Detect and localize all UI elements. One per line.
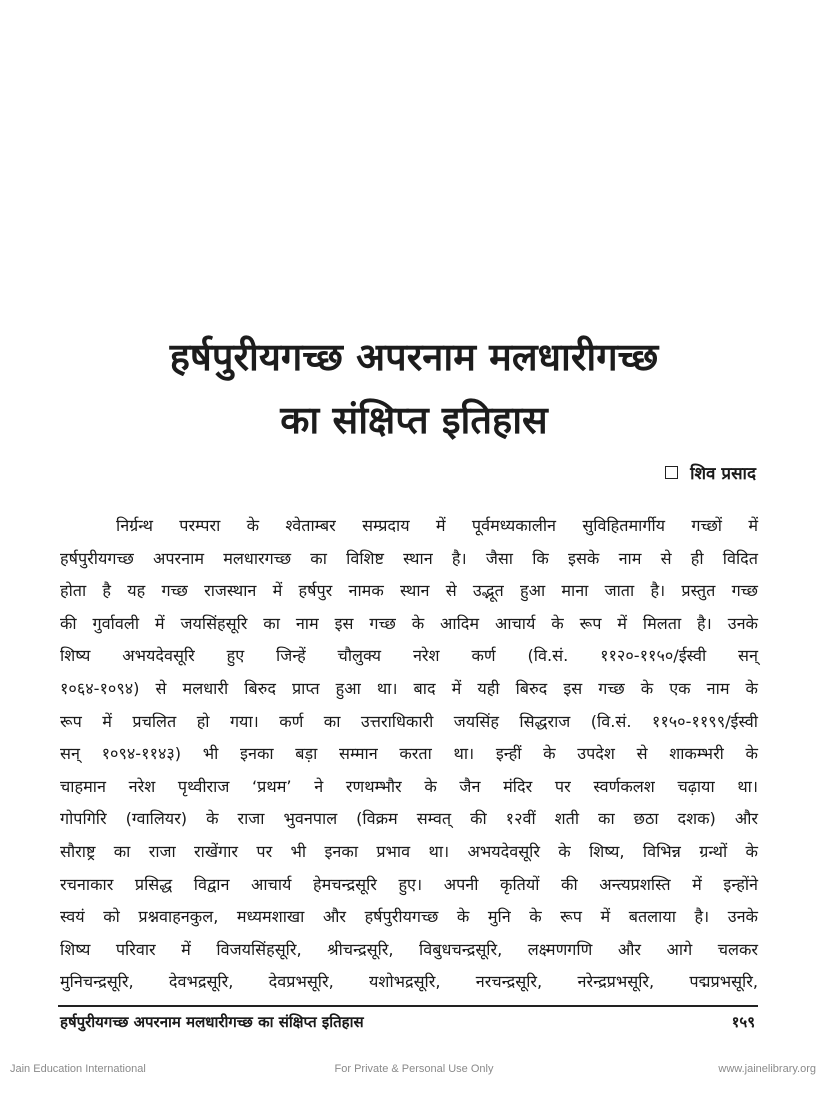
body-paragraph — [60, 510, 758, 999]
text-line: मुनिचन्द्रसूरि, देवभद्रसूरि, देवप्रभसूरि, यशोभद्रसूरि, नरचन्द्रसूरि, नरेन्द्रप्रभसूरि, पद्मप्रभसूरि, — [60, 972, 758, 992]
text-line: सन् १०९४-११४३) भी इनका बड़ा सम्मान करता था। इन्हीं के उपदेश से शाकम्भरी के — [60, 744, 758, 764]
text-line: की गुर्वावली में जयसिंहसूरि का नाम इस गच्छ के आदिम आचार्य के रूप में मिलता है। उनके — [60, 613, 758, 633]
text-line: स्वयं को प्रश्नवाहनकुल, मध्यमशाखा और हर्षपुरीयगच्छ के मुनि के रूप में बतलाया है। उनके — [60, 907, 758, 927]
footer-divider — [58, 1005, 758, 1007]
author-byline — [665, 461, 756, 484]
watermark-center: For Private & Personal Use Only — [334, 1063, 494, 1075]
watermark-left: Jain Education International — [10, 1063, 146, 1075]
square-bullet-icon — [665, 466, 678, 479]
text-line: रचनाकार प्रसिद्ध विद्वान आचार्य हेमचन्द्रसूरि हुए। अपनी कृतियों की अन्त्यप्रशस्ति में इन्होंने — [60, 874, 758, 894]
text-line: १०६४-१०९४) से मलधारी बिरुद प्राप्त हुआ था। बाद में यही बिरुद इस गच्छ के एक नाम के — [60, 678, 758, 698]
text-line: शिष्य परिवार में विजयसिंहसूरि, श्रीचन्द्रसूरि, विबुधचन्द्रसूरि, लक्ष्मणगणि और आगे चलकर — [60, 939, 758, 959]
text-line: सौराष्ट्र का राजा राखेंगार पर भी इनका प्रभाव था। अभयदेवसूरि के शिष्य, विभिन्न ग्रन्थों के — [60, 841, 758, 861]
text-line: निर्ग्रन्थ परम्परा के श्वेताम्बर सम्प्रदाय में पूर्वमध्यकालीन सुविहितमार्गीय गच्छों में — [116, 516, 758, 535]
author-name: शिव प्रसाद — [690, 464, 756, 484]
running-footer-title: हर्षपुरीयगच्छ अपरनाम मलधारीगच्छ का संक्षिप्त इतिहास — [60, 1013, 364, 1031]
text-line: चाहमान नरेश पृथ्वीराज ‘प्रथम’ ने रणथम्भौर के जैन मंदिर पर स्वर्णकलश चढ़ाया था। — [60, 776, 758, 796]
text-line: हर्षपुरीयगच्छ अपरनाम मलधारगच्छ का विशिष्ट स्थान है। जैसा कि इसके नाम से ही विदित — [60, 548, 758, 568]
page-number: १५९ — [731, 1013, 755, 1031]
watermark-right: www.jainelibrary.org — [718, 1063, 816, 1075]
text-line: होता है यह गच्छ राजस्थान में हर्षपुर नामक स्थान से उद्भूत हुआ माना जाता है। प्रस्तुत गच्छ — [60, 581, 758, 601]
text-line: रूप में प्रचलित हो गया। कर्ण का उत्तराधिकारी जयसिंह सिद्धराज (वि.सं. ११५०-११९९/ईस्वी — [60, 711, 758, 731]
article-title-line-2: का संक्षिप्त इतिहास — [280, 398, 548, 442]
text-line: गोपगिरि (ग्वालियर) के राजा भुवनपाल (विक्रम सम्वत् की १२वीं शती का छठा दशक) और — [60, 809, 758, 829]
article-title-line-1: हर्षपुरीयगच्छ अपरनाम मलधारीगच्छ — [169, 335, 659, 379]
text-line: शिष्य अभयदेवसूरि हुए जिन्हें चौलुक्य नरेश कर्ण (वि.सं. ११२०-११५०/ईस्वी सन् — [60, 646, 758, 666]
